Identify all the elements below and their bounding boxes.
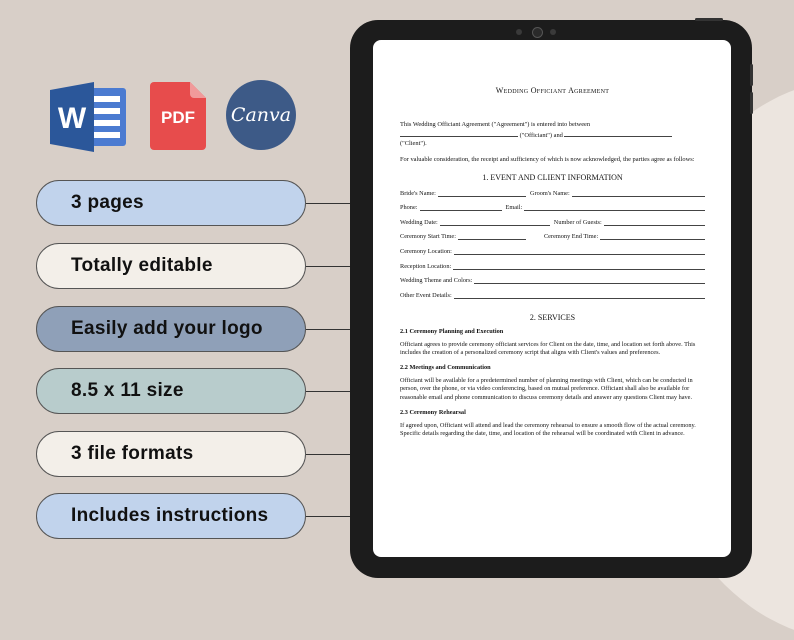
field-line[interactable]: [440, 219, 550, 226]
subsection-title: 2.3 Ceremony Rehearsal: [400, 408, 466, 416]
field-label: Ceremony Location:: [400, 247, 452, 255]
feature-label: 8.5 x 11 size: [71, 380, 184, 401]
subsection-text: If agreed upon, Officiant will attend and lead the ceremony rehearsal to ensure a smooth flow of the actual ceremony. Specific details regarding the date, time, and location of the rehearsal will be coordinated with Client in advance.: [400, 421, 696, 438]
form-row: [400, 215, 705, 230]
field-label: Number of Guests:: [553, 218, 602, 226]
sensor-dot: [516, 29, 522, 35]
connector-line: [306, 516, 352, 517]
field-label: Email:: [505, 204, 523, 212]
field-label: Ceremony Start Time:: [400, 233, 456, 241]
connector-line: [306, 391, 352, 392]
feature-pill-formats: [36, 431, 306, 477]
blank-line: [400, 130, 518, 137]
camera-icon: [532, 27, 543, 38]
feature-pill-pages: [36, 180, 306, 226]
tablet-screen: [373, 40, 731, 557]
subsection-text: Officiant will be available for a predetermined number of planning meetings with Client, which can be conducted in person, over the phone, or via video conferencing, based on mutual preference. Officiant shall also be available for reasonable email and phone communication to discuss ceremony details and answer any questions Client may have.: [400, 376, 693, 401]
connector-line: [306, 266, 352, 267]
field-line[interactable]: [604, 219, 705, 226]
form-row: [400, 259, 705, 274]
field-line[interactable]: [454, 248, 705, 255]
canva-label: Canva: [230, 104, 292, 126]
field-line[interactable]: [438, 190, 526, 197]
field-label: Other Event Details:: [400, 291, 452, 299]
pdf-icon: [150, 82, 206, 150]
field-label: Ceremony End Time:: [543, 233, 599, 241]
field-label: Reception Location:: [400, 262, 452, 270]
field-line[interactable]: [600, 233, 705, 240]
section-heading: 2. SERVICES: [529, 312, 576, 322]
word-icon: [50, 82, 128, 152]
field-line[interactable]: [420, 204, 502, 211]
intro-paragraph: [400, 121, 705, 149]
feature-pill-logo: [36, 306, 306, 352]
field-label: Wedding Theme and Colors:: [400, 277, 473, 285]
form-row: [400, 244, 705, 259]
pdf-label: PDF: [161, 108, 195, 127]
section-heading: 1. EVENT AND CLIENT INFORMATION: [482, 172, 623, 182]
connector-line: [306, 203, 352, 204]
form-row: [400, 230, 705, 245]
connector-line: [306, 454, 352, 455]
field-label: Bride's Name:: [400, 189, 436, 197]
form-row: [400, 288, 705, 303]
blank-line: [564, 130, 672, 137]
form-row: [400, 273, 705, 288]
feature-pill-size: [36, 368, 306, 414]
intro-text: ("Client").: [400, 140, 427, 148]
field-label: Wedding Date:: [400, 218, 438, 226]
field-line[interactable]: [453, 263, 705, 270]
agreement-document: [400, 86, 705, 439]
sensor-dot: [550, 29, 556, 35]
field-label: Phone:: [400, 204, 418, 212]
feature-pill-editable: [36, 243, 306, 289]
field-line[interactable]: [458, 233, 526, 240]
feature-label: Includes instructions: [71, 505, 269, 526]
feature-label: Totally editable: [71, 255, 213, 276]
volume-down-button: [750, 92, 753, 114]
subsection-title: 2.2 Meetings and Communication: [400, 363, 491, 371]
volume-up-button: [750, 64, 753, 86]
feature-label: 3 pages: [71, 192, 144, 213]
intro-text: This Wedding Officiant Agreement ("Agreement") is entered into between: [400, 121, 591, 128]
canva-icon: [226, 80, 296, 150]
field-line[interactable]: [454, 292, 705, 299]
connector-line: [306, 329, 352, 330]
intro-text: ("Officiant") and: [519, 131, 563, 139]
feature-label: Easily add your logo: [71, 318, 263, 339]
document-title: Wedding Officiant Agreement: [495, 86, 610, 95]
field-label: Groom's Name:: [529, 189, 570, 197]
field-line[interactable]: [474, 277, 705, 284]
field-line[interactable]: [524, 204, 705, 211]
power-button: [695, 18, 723, 21]
feature-pill-instructions: [36, 493, 306, 539]
field-line[interactable]: [572, 190, 705, 197]
form-row: [400, 186, 705, 201]
svg-text:W: W: [57, 102, 87, 135]
subsection-title: 2.1 Ceremony Planning and Execution: [400, 327, 504, 335]
form-row: [400, 200, 705, 215]
feature-label: 3 file formats: [71, 443, 194, 464]
subsection-text: Officiant agrees to provide ceremony officiant services for Client on the date, time, and location set forth above. This includes the creation of a personalized ceremony script that aligns with Client's values and preferences.: [400, 340, 696, 357]
consideration-paragraph: For valuable consideration, the receipt and sufficiency of which is now acknowledged, the parties agree as follows:: [400, 156, 695, 164]
